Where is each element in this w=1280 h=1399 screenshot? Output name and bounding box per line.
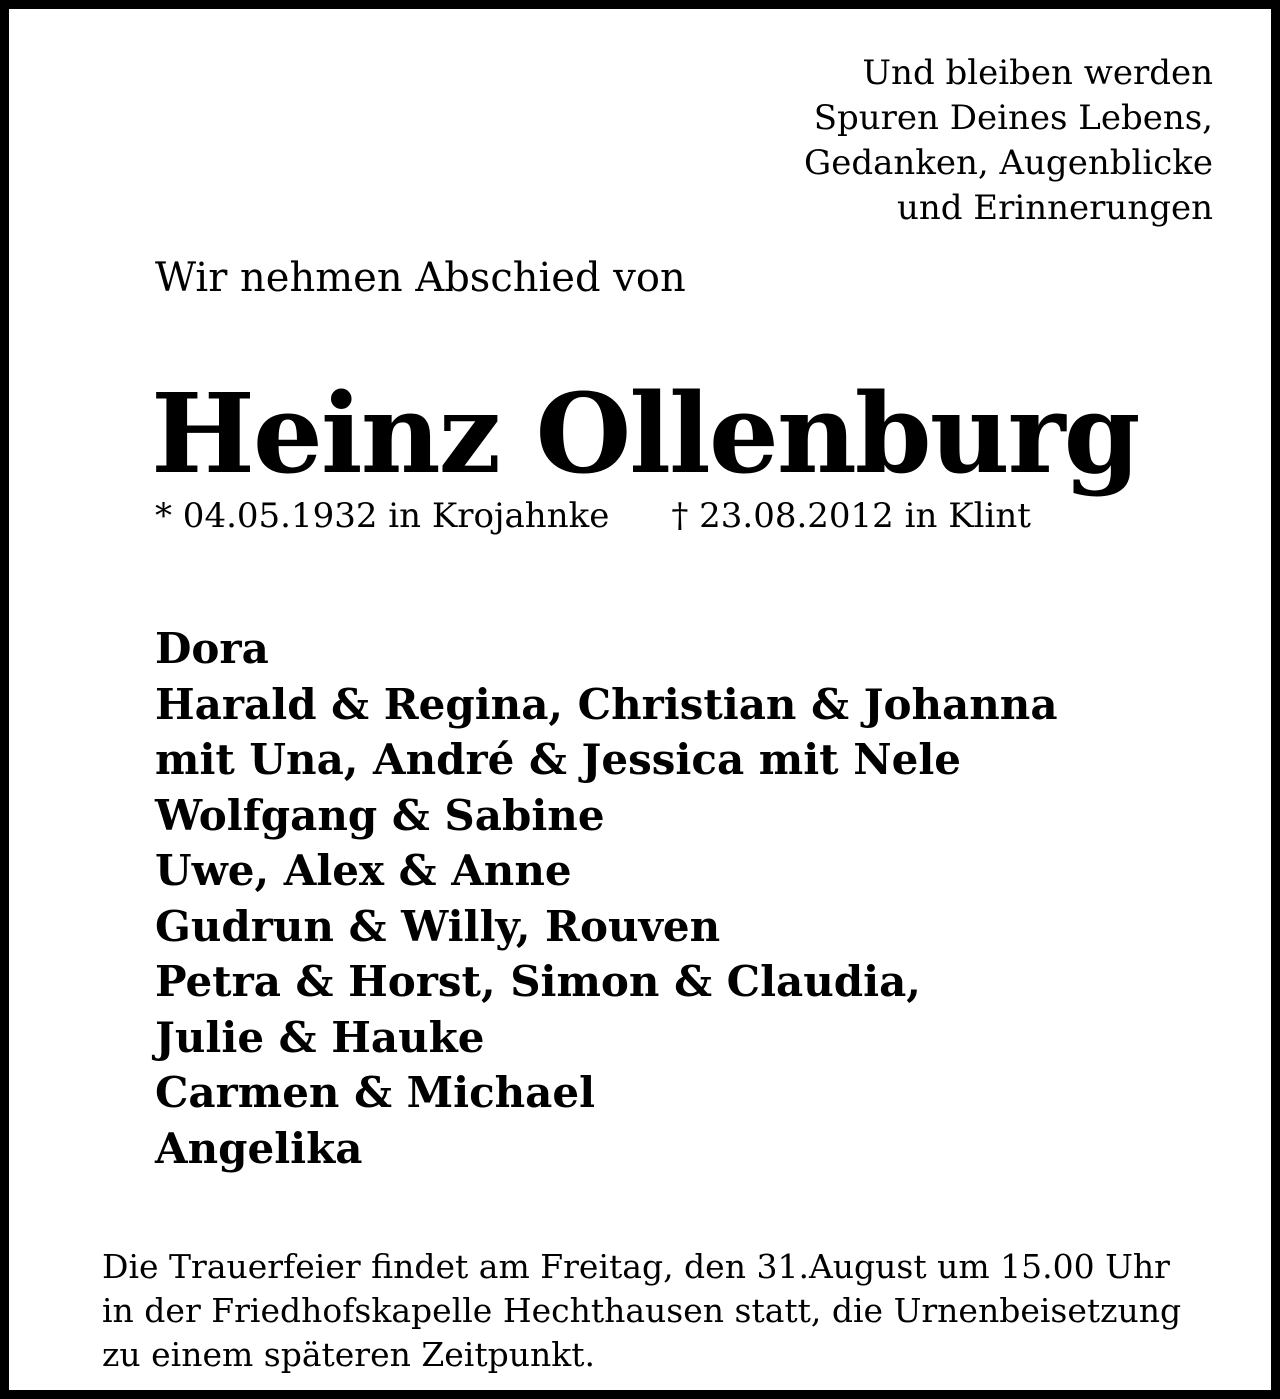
- quote-line: Und bleiben werden: [862, 53, 1213, 93]
- birth-date: * 04.05.1932 in Krojahnke: [155, 496, 610, 536]
- deceased-name: Heinz Ollenburg: [151, 369, 1139, 498]
- mourner-line: Carmen & Michael: [155, 1068, 596, 1117]
- mourner-line: Dora: [155, 624, 269, 673]
- mourner-line: Petra & Horst, Simon & Claudia,: [155, 957, 921, 1006]
- mourner-line: Gudrun & Willy, Rouven: [155, 901, 721, 951]
- notice-line: Die Trauerfeier findet am Freitag, den 31.August um 15.00 Uhr: [102, 1247, 1170, 1286]
- farewell-intro: Wir nehmen Abschied von: [155, 255, 686, 301]
- quote-line: Gedanken, Augenblicke: [804, 143, 1213, 183]
- life-dates: [155, 493, 1031, 539]
- quote-line: Spuren Deines Lebens,: [813, 98, 1213, 138]
- mourner-line: Harald & Regina, Christian & Johanna: [155, 679, 1058, 729]
- notice-line: zu einem späteren Zeitpunkt.: [102, 1335, 596, 1374]
- mourner-line: Angelika: [155, 1123, 363, 1173]
- death-date: † 23.08.2012 in Klint: [671, 496, 1031, 536]
- mourner-line: Uwe, Alex & Anne: [155, 846, 572, 895]
- quote-line: und Erinnerungen: [896, 188, 1213, 228]
- mourner-line: Julie & Hauke: [155, 1012, 485, 1062]
- funeral-notice: [102, 1245, 1181, 1377]
- notice-line: in der Friedhofskapelle Hechthausen statt, die Urnenbeisetzung: [102, 1291, 1182, 1330]
- memorial-quote: [804, 51, 1213, 231]
- mourners-list: [155, 621, 1058, 1176]
- mourner-line: Wolfgang & Sabine: [155, 790, 605, 840]
- mourner-line: mit Una, André & Jessica mit Nele: [155, 735, 961, 784]
